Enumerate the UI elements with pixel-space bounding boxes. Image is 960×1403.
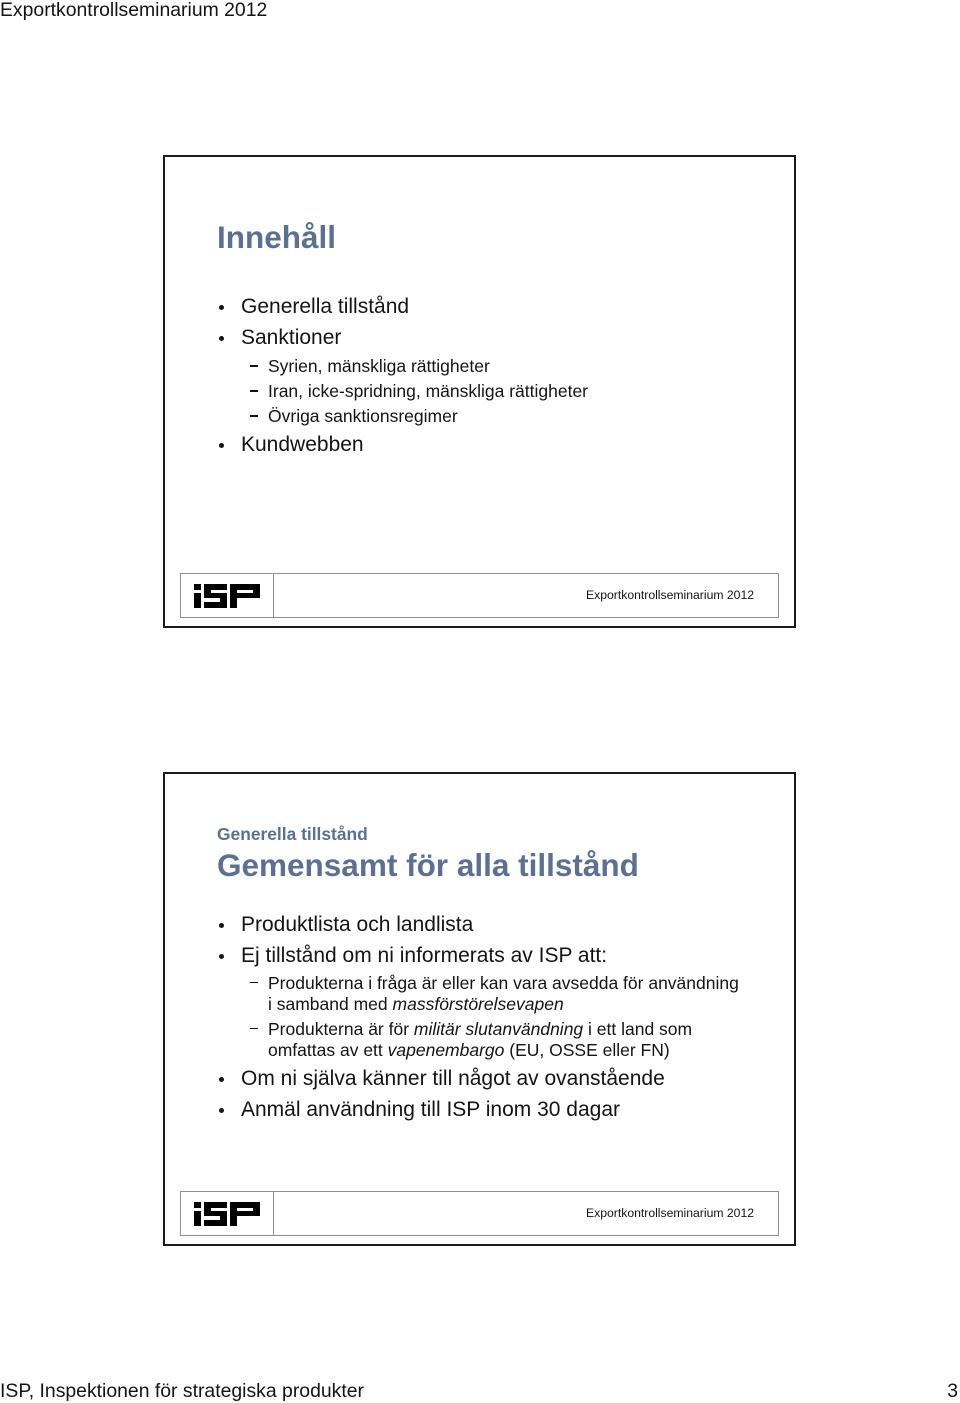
bullet-item bbox=[217, 1098, 620, 1122]
bullet-item bbox=[217, 944, 607, 968]
sub-bullet-text: Iran, icke-spridning, mänskliga rättigheter bbox=[268, 381, 589, 401]
bullet-text: Om ni själva känner till något av ovanstående bbox=[241, 1067, 665, 1090]
sub-bullet-line bbox=[268, 973, 739, 993]
sub-bullet-dash bbox=[250, 982, 258, 984]
text-run: i samband med bbox=[268, 993, 393, 1014]
bullet-text: Kundwebben bbox=[241, 433, 364, 456]
text-run: (EU, OSSE eller FN) bbox=[504, 1039, 670, 1060]
sub-bullet-item bbox=[250, 973, 739, 1015]
bullet-item bbox=[217, 913, 473, 937]
bullet-text: Ej tillstånd om ni informerats av ISP att: bbox=[241, 944, 608, 967]
footer-text: Exportkontrollseminarium 2012 bbox=[586, 588, 754, 602]
bullet-dot bbox=[219, 1108, 224, 1113]
slide-supertitle: Generella tillstånd bbox=[217, 824, 368, 844]
bullet-dot bbox=[219, 305, 224, 310]
text-run: Produkterna är för bbox=[268, 1018, 414, 1039]
bullet-item bbox=[217, 433, 364, 457]
bullet-dot bbox=[219, 336, 224, 341]
sub-bullet-item bbox=[250, 406, 458, 426]
italic-term: militär slutanvändning bbox=[413, 1018, 584, 1039]
italic-term: vapenembargo bbox=[387, 1039, 505, 1060]
sub-bullet-dash bbox=[250, 415, 258, 417]
sub-bullet-dash bbox=[250, 390, 258, 392]
slide-1 bbox=[163, 155, 796, 628]
footer-text: Exportkontrollseminarium 2012 bbox=[586, 1206, 754, 1220]
bullet-item bbox=[217, 1067, 665, 1091]
bullet-text: Produktlista och landlista bbox=[241, 913, 474, 936]
sub-bullet-line bbox=[268, 1019, 692, 1039]
sub-bullet-item bbox=[250, 356, 490, 376]
slide-footer bbox=[180, 1191, 779, 1236]
bullet-text: Anmäl användning till ISP inom 30 dagar bbox=[241, 1098, 621, 1121]
bullet-item bbox=[217, 326, 341, 350]
sub-bullet-text: Övriga sanktionsregimer bbox=[268, 406, 458, 426]
slide-footer bbox=[180, 573, 779, 618]
italic-term: massförstörelsevapen bbox=[392, 993, 564, 1014]
text-run: omfattas av ett bbox=[268, 1039, 388, 1060]
sub-bullet-item bbox=[250, 1019, 692, 1061]
slide-title: Gemensamt för alla tillstånd bbox=[217, 847, 639, 883]
bullet-dot bbox=[219, 954, 224, 959]
sub-bullet-line bbox=[268, 1040, 670, 1060]
page-footer-organization: ISP, Inspektionen för strategiska produkter bbox=[0, 1380, 364, 1402]
sub-bullet-text: Syrien, mänskliga rättigheter bbox=[268, 356, 490, 376]
isp-logo bbox=[194, 583, 262, 609]
bullet-item bbox=[217, 295, 409, 319]
bullet-text: Sanktioner bbox=[241, 326, 342, 349]
isp-logo bbox=[194, 1201, 262, 1227]
logo-cell bbox=[181, 1192, 274, 1235]
bullet-dot bbox=[219, 923, 224, 928]
slide-title: Innehåll bbox=[217, 219, 337, 255]
text-run: i ett land som bbox=[583, 1018, 693, 1039]
logo-cell bbox=[181, 574, 274, 617]
bullet-text: Generella tillstånd bbox=[241, 295, 410, 318]
text-run: Produkterna i fråga är eller kan vara avsedda för användning bbox=[268, 972, 739, 993]
sub-bullet-dash bbox=[250, 1028, 258, 1030]
slide-2 bbox=[163, 772, 796, 1246]
sub-bullet-dash bbox=[250, 365, 258, 367]
sub-bullet-line bbox=[268, 994, 564, 1014]
page-number: 3 bbox=[947, 1380, 958, 1402]
bullet-dot bbox=[219, 443, 224, 448]
bullet-dot bbox=[219, 1077, 224, 1082]
page-header: Exportkontrollseminarium 2012 bbox=[0, 0, 268, 21]
sub-bullet-item bbox=[250, 381, 588, 401]
